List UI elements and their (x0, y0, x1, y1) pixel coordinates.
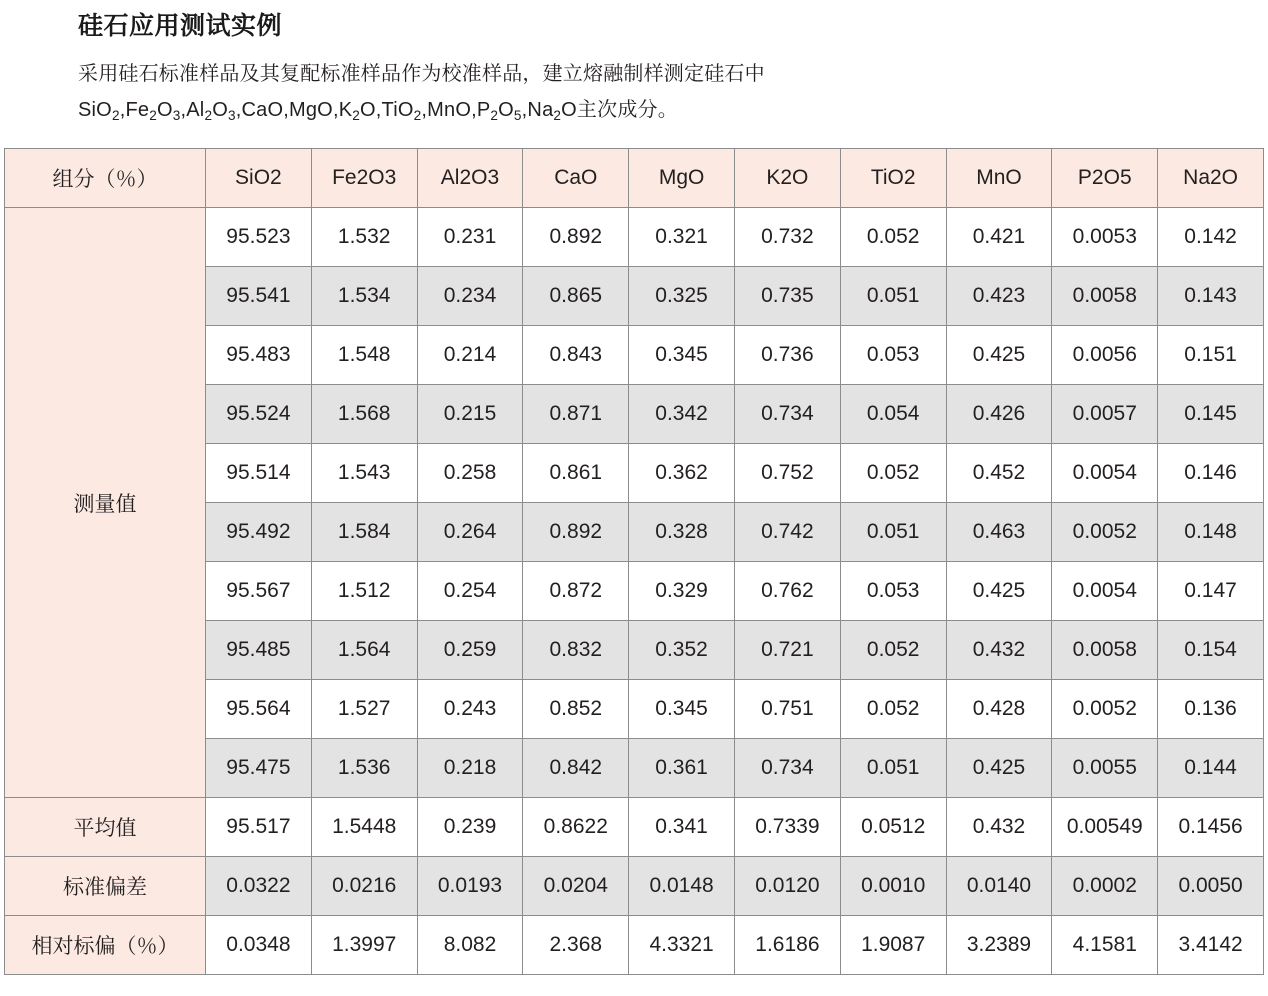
table-cell: 0.243 (417, 680, 523, 739)
column-header: SiO2 (206, 149, 312, 208)
summary-row (5, 798, 1264, 857)
summary-cell: 0.0348 (206, 916, 312, 975)
summary-cell: 4.1581 (1052, 916, 1158, 975)
table-cell: 0.425 (946, 562, 1052, 621)
summary-cell: 1.6186 (734, 916, 840, 975)
table-cell: 0.0052 (1052, 680, 1158, 739)
table-cell: 1.534 (311, 267, 417, 326)
table-cell: 0.843 (523, 326, 629, 385)
table-cell: 0.732 (734, 208, 840, 267)
intro-line-2: $SiO_2,Fe_2O_3,Al_2O_3,CaO,MgO,K_2O,TiO_2,MnO,P_2O_5,Na_2O$主次成分。 (78, 99, 678, 123)
table-cell: 0.264 (417, 503, 523, 562)
table-cell: 0.148 (1158, 503, 1264, 562)
summary-cell: 0.0148 (629, 857, 735, 916)
table-cell: 0.362 (629, 444, 735, 503)
column-header: K2O (734, 149, 840, 208)
table-cell: 0.0055 (1052, 739, 1158, 798)
column-header: Al2O3 (417, 149, 523, 208)
table-cell: 0.142 (1158, 208, 1264, 267)
summary-cell: 0.0322 (206, 857, 312, 916)
summary-cell: 1.9087 (840, 916, 946, 975)
summary-row (5, 916, 1264, 975)
table-cell: 0.053 (840, 562, 946, 621)
table-cell: 0.154 (1158, 621, 1264, 680)
table-cell: 95.564 (206, 680, 312, 739)
table-cell: 95.483 (206, 326, 312, 385)
table-cell: 0.892 (523, 503, 629, 562)
summary-cell: 8.082 (417, 916, 523, 975)
summary-row-label: 平均值 (5, 798, 206, 857)
table-cell: 0.752 (734, 444, 840, 503)
summary-row-label: 相对标偏（％） (5, 916, 206, 975)
column-header: Fe2O3 (311, 149, 417, 208)
results-table (4, 148, 1264, 975)
table-cell: 1.543 (311, 444, 417, 503)
table-cell: 0.0052 (1052, 503, 1158, 562)
table-cell: 1.548 (311, 326, 417, 385)
table-corner-label: 组分（％） (5, 149, 206, 208)
table-cell: 0.325 (629, 267, 735, 326)
summary-cell: 0.0002 (1052, 857, 1158, 916)
summary-cell: 95.517 (206, 798, 312, 857)
table-cell: 95.523 (206, 208, 312, 267)
table-cell: 0.052 (840, 444, 946, 503)
table-cell: 1.584 (311, 503, 417, 562)
table-cell: 0.052 (840, 208, 946, 267)
table-cell: 95.567 (206, 562, 312, 621)
table-cell: 0.321 (629, 208, 735, 267)
summary-cell: 2.368 (523, 916, 629, 975)
summary-cell: 0.0010 (840, 857, 946, 916)
table-cell: 95.492 (206, 503, 312, 562)
table-cell: 0.842 (523, 739, 629, 798)
table-cell: 1.527 (311, 680, 417, 739)
table-cell: 0.144 (1158, 739, 1264, 798)
table-cell: 0.742 (734, 503, 840, 562)
table-body (5, 208, 1264, 975)
table-cell: 0.751 (734, 680, 840, 739)
summary-cell: 0.0140 (946, 857, 1052, 916)
table-cell: 1.532 (311, 208, 417, 267)
table-cell: 0.423 (946, 267, 1052, 326)
summary-cell: 0.0204 (523, 857, 629, 916)
table-cell: 0.871 (523, 385, 629, 444)
page-title: 硅石应用测试实例 (78, 12, 283, 40)
table-cell: 0.051 (840, 503, 946, 562)
summary-cell: 0.8622 (523, 798, 629, 857)
column-header: TiO2 (840, 149, 946, 208)
table-cell: 0.861 (523, 444, 629, 503)
table-cell: 0.736 (734, 326, 840, 385)
measurement-group-label: 测量值 (5, 208, 206, 798)
column-header: P2O5 (1052, 149, 1158, 208)
summary-cell: 1.3997 (311, 916, 417, 975)
table-cell: 0.136 (1158, 680, 1264, 739)
table-cell: 0.214 (417, 326, 523, 385)
table-cell: 0.463 (946, 503, 1052, 562)
summary-cell: 0.239 (417, 798, 523, 857)
table-cell: 0.053 (840, 326, 946, 385)
table-cell: 0.345 (629, 680, 735, 739)
table-cell: 0.345 (629, 326, 735, 385)
table-cell: 0.146 (1158, 444, 1264, 503)
table-cell: 0.234 (417, 267, 523, 326)
table-cell: 0.0056 (1052, 326, 1158, 385)
table-cell: 0.215 (417, 385, 523, 444)
column-header: Na2O (1158, 149, 1264, 208)
table-cell: 1.564 (311, 621, 417, 680)
table-header (5, 149, 1264, 208)
table-cell: 0.425 (946, 739, 1052, 798)
table-cell: 0.259 (417, 621, 523, 680)
table-cell: 0.426 (946, 385, 1052, 444)
summary-cell: 3.2389 (946, 916, 1052, 975)
table-cell: 0.218 (417, 739, 523, 798)
summary-cell: 0.1456 (1158, 798, 1264, 857)
table-cell: 95.485 (206, 621, 312, 680)
table-cell: 1.536 (311, 739, 417, 798)
table-cell: 95.541 (206, 267, 312, 326)
table-cell: 0.0057 (1052, 385, 1158, 444)
summary-cell: 0.0120 (734, 857, 840, 916)
table-cell: 0.428 (946, 680, 1052, 739)
table-cell: 0.734 (734, 739, 840, 798)
intro-line-1: 采用硅石标准样品及其复配标准样品作为校准样品，建立熔融制样测定硅石中 (78, 63, 765, 85)
document-page (0, 6, 1268, 996)
table-cell: 0.721 (734, 621, 840, 680)
summary-cell: 0.0216 (311, 857, 417, 916)
table-cell: 0.0058 (1052, 621, 1158, 680)
table-cell: 0.329 (629, 562, 735, 621)
table-cell: 95.514 (206, 444, 312, 503)
table-cell: 0.735 (734, 267, 840, 326)
table-cell: 0.0058 (1052, 267, 1158, 326)
table-cell: 0.231 (417, 208, 523, 267)
table-cell: 0.0054 (1052, 562, 1158, 621)
summary-cell: 4.3321 (629, 916, 735, 975)
summary-cell: 0.0193 (417, 857, 523, 916)
summary-row-label: 标准偏差 (5, 857, 206, 916)
table-cell: 0.145 (1158, 385, 1264, 444)
summary-cell: 0.00549 (1052, 798, 1158, 857)
table-cell: 0.762 (734, 562, 840, 621)
table-cell: 0.254 (417, 562, 523, 621)
table-cell: 0.432 (946, 621, 1052, 680)
table-header-row (5, 149, 1264, 208)
table-cell: 0.425 (946, 326, 1052, 385)
summary-cell: 0.0050 (1158, 857, 1264, 916)
table-cell: 0.832 (523, 621, 629, 680)
column-header: MgO (629, 149, 735, 208)
summary-cell: 0.341 (629, 798, 735, 857)
table-cell: 0.143 (1158, 267, 1264, 326)
table-row (5, 208, 1264, 267)
table-cell: 0.052 (840, 621, 946, 680)
table-cell: 0.147 (1158, 562, 1264, 621)
table-cell: 0.051 (840, 739, 946, 798)
table-cell: 0.452 (946, 444, 1052, 503)
table-cell: 0.328 (629, 503, 735, 562)
summary-cell: 1.5448 (311, 798, 417, 857)
table-cell: 0.054 (840, 385, 946, 444)
table-cell: 0.342 (629, 385, 735, 444)
table-cell: 0.734 (734, 385, 840, 444)
summary-cell: 0.7339 (734, 798, 840, 857)
table-cell: 0.865 (523, 267, 629, 326)
table-cell: 1.568 (311, 385, 417, 444)
table-cell: 0.0054 (1052, 444, 1158, 503)
summary-cell: 3.4142 (1158, 916, 1264, 975)
summary-cell: 0.432 (946, 798, 1052, 857)
table-cell: 95.524 (206, 385, 312, 444)
summary-cell: 0.0512 (840, 798, 946, 857)
table-cell: 0.051 (840, 267, 946, 326)
column-header: CaO (523, 149, 629, 208)
table-cell: 95.475 (206, 739, 312, 798)
table-cell: 0.892 (523, 208, 629, 267)
table-cell: 0.0053 (1052, 208, 1158, 267)
table-cell: 0.872 (523, 562, 629, 621)
table-cell: 0.151 (1158, 326, 1264, 385)
table-cell: 0.361 (629, 739, 735, 798)
table-cell: 0.052 (840, 680, 946, 739)
table-cell: 0.352 (629, 621, 735, 680)
summary-row (5, 857, 1264, 916)
table-cell: 1.512 (311, 562, 417, 621)
table-cell: 0.258 (417, 444, 523, 503)
column-header: MnO (946, 149, 1052, 208)
table-cell: 0.852 (523, 680, 629, 739)
intro-paragraph (78, 56, 1268, 130)
table-cell: 0.421 (946, 208, 1052, 267)
